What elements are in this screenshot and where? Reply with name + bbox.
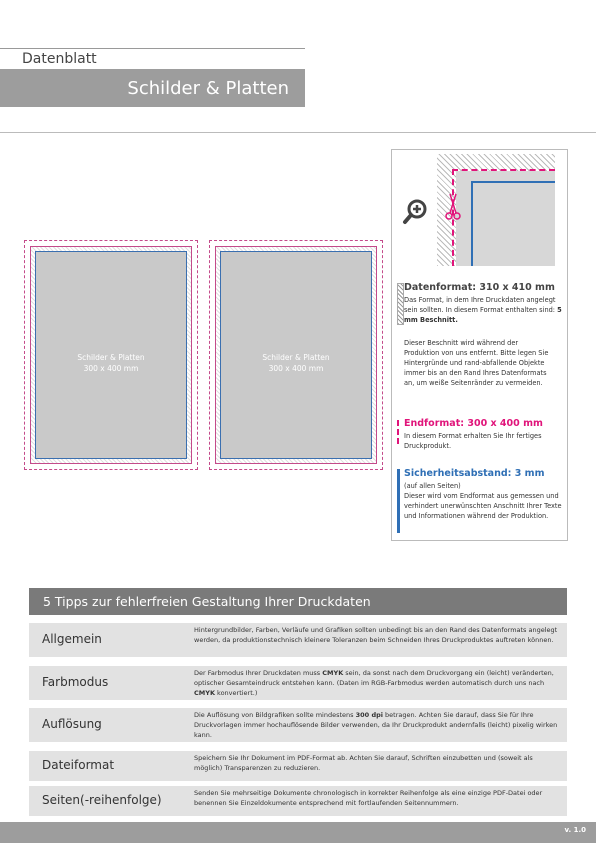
data-format-text-bold: 5 mm Beschnitt. — [404, 306, 562, 324]
datasheet-tag — [0, 48, 118, 70]
tip-text: Speichern Sie Ihr Dokument im PDF-Format ab. Achten Sie darauf, Schriften einzubetten und (soweit als möglich) Transparenzen zu reduzieren. — [194, 754, 533, 772]
bleed-area — [30, 246, 192, 464]
tips-header — [29, 588, 567, 615]
safety-line-horizontal — [471, 181, 555, 183]
tip-label: Seiten(-reihenfolge) — [42, 793, 162, 807]
preview-sheet-1 — [24, 240, 198, 470]
footer-bar — [0, 822, 596, 843]
tip-text: Hintergrundbilder, Farben, Verläufe und Grafiken sollten unbedingt bis an den Rand des Datenformats angelegt werden, da produktionstechnisch kleinere Toleranzen beim Schneiden Ihres Druckproduktes auftreten können. — [194, 626, 558, 644]
end-format-title: Endformat: 300 x 400 mm — [404, 418, 543, 429]
final-format-area — [220, 251, 372, 459]
tips-title: 5 Tipps zur fehlerfreien Gestaltung Ihrer Druckdaten — [43, 594, 371, 609]
bleed-marker — [397, 283, 404, 325]
preview-size: 300 x 400 mm — [268, 364, 324, 373]
datasheet-tag-label: Datenblatt — [22, 51, 97, 67]
scissors-icon — [445, 192, 461, 222]
cut-line-horizontal — [452, 169, 555, 171]
data-format-text — [404, 295, 562, 325]
version-label: v. 1.0 — [564, 826, 586, 834]
tip-label: Farbmodus — [42, 675, 109, 689]
preview-size: 300 x 400 mm — [83, 364, 139, 373]
tip-row — [29, 708, 567, 742]
tip-row — [29, 623, 567, 657]
data-format-text-plain: Das Format, in dem Ihre Druckdaten angelegt sein sollten. In diesem Format enthalten sind: — [404, 296, 558, 314]
tip-row — [29, 666, 567, 700]
zoom-in-icon — [402, 198, 430, 226]
end-format-marker — [397, 420, 402, 444]
data-format-title: Datenformat: 310 x 410 mm — [404, 282, 555, 293]
tip-text: Senden Sie mehrseitige Dokumente chronologisch in korrekter Reihenfolge als eine einzige PDF-Datei oder benennen Sie Einzeldokumente entsprechend mit fortlaufenden Seitennummern. — [194, 789, 543, 807]
bleed-note: Dieser Beschnitt wird während der Produktion von uns entfernt. Bitte legen Sie Hintergründe und rand-abfallende Objekte immer bis an den Rand Ihres Datenformats an, um weiße Seitenränder zu vermeiden. — [404, 339, 549, 387]
header-title-bar — [0, 69, 305, 107]
tip-row — [29, 751, 567, 781]
bleed-area — [215, 246, 377, 464]
safety-line-vertical — [471, 181, 473, 266]
end-format-text: In diesem Format erhalten Sie Ihr fertiges Druckprodukt. — [404, 432, 542, 450]
page-title: Schilder & Platten — [127, 78, 289, 99]
preview-name: Schilder & Platten — [77, 353, 145, 362]
safety-title: Sicherheitsabstand: 3 mm — [404, 468, 545, 479]
tip-label: Dateiformat — [42, 758, 115, 772]
final-format-area — [35, 251, 187, 459]
tip-label: Auflösung — [42, 717, 102, 731]
tip-text: Der Farbmodus Ihrer Druckdaten muss CMYK sein, da sonst nach dem Druckvorgang ein (leicht) veränderten, optischer Gesamteindruck entstehen kann. (Daten im RGB-Farbmodus werden automatisch durch uns nach CMYK konvertiert.) — [194, 669, 554, 697]
safety-text: Dieser wird vom Endformat aus gemessen und verhindert unerwünschten Anschnitt Ihrer Texte und Informationen während der Produktion. — [404, 492, 562, 520]
preview-sheet-2 — [209, 240, 383, 470]
tip-label: Allgemein — [42, 632, 102, 646]
tip-row — [29, 786, 567, 816]
safety-sub: (auf allen Seiten) — [404, 482, 461, 490]
safety-marker — [397, 469, 400, 533]
preview-name: Schilder & Platten — [262, 353, 330, 362]
header-divider — [0, 132, 596, 133]
tip-text: Die Auflösung von Bildgrafiken sollte mindestens 300 dpi betragen. Achten Sie darauf, dass Sie für Ihre Druckvorlagen immer hochauflösende Bilder verwenden, da Ihr Druckprodukt andernfalls (leicht) pixelig wirken kann. — [194, 711, 558, 739]
